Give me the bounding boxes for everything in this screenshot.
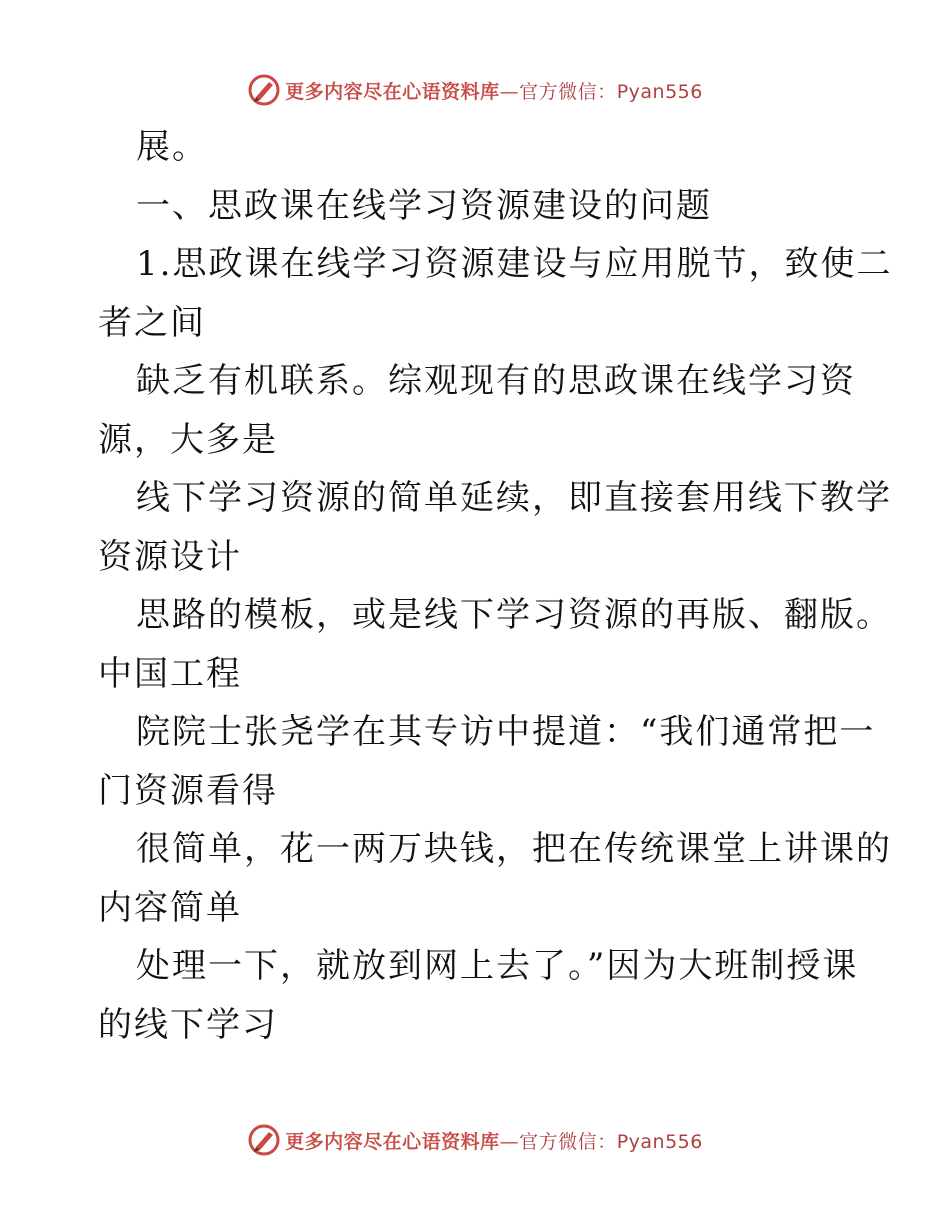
header-site-name: 更多内容尽在心语资料库 bbox=[285, 80, 500, 103]
body-line: 中国工程 bbox=[98, 653, 242, 694]
body-line: 源，大多是 bbox=[98, 419, 278, 460]
pen-logo-icon bbox=[247, 73, 281, 107]
section-heading: 一、思政课在线学习资源建设的问题 bbox=[136, 185, 712, 226]
footer-wechat-label: 官方微信： bbox=[519, 1130, 617, 1153]
body-line: 的线下学习 bbox=[98, 1004, 278, 1045]
body-line: 者之间 bbox=[98, 302, 206, 343]
header-wechat-id: Pyan556 bbox=[616, 80, 703, 103]
body-line: 门资源看得 bbox=[98, 770, 278, 811]
footer-site-name: 更多内容尽在心语资料库 bbox=[285, 1130, 500, 1153]
footer-banner bbox=[0, 1120, 950, 1160]
body-line: 内容简单 bbox=[98, 887, 242, 928]
pen-logo-icon bbox=[247, 1123, 281, 1157]
footer-dash: — bbox=[499, 1130, 520, 1153]
document-body bbox=[98, 118, 893, 1054]
footer-banner-text bbox=[285, 1127, 703, 1154]
body-line: 线下学习资源的简单延续，即直接套用线下教学 bbox=[136, 478, 892, 518]
body-line: 1.思政课在线学习资源建设与应用脱节，致使二 bbox=[136, 244, 893, 284]
body-line: 处理一下，就放到网上去了。”因为大班制授课 bbox=[136, 946, 859, 986]
footer-wechat-id: Pyan556 bbox=[616, 1130, 703, 1153]
header-banner-text bbox=[285, 77, 703, 104]
header-wechat-label: 官方微信： bbox=[519, 80, 617, 103]
body-line: 展。 bbox=[136, 127, 208, 167]
body-line: 院院士张尧学在其专访中提道：“我们通常把一 bbox=[136, 712, 876, 752]
header-banner bbox=[0, 70, 950, 110]
body-line: 思路的模板，或是线下学习资源的再版、翻版。 bbox=[136, 595, 892, 635]
body-line: 缺乏有机联系。综观现有的思政课在线学习资 bbox=[136, 361, 856, 401]
header-dash: — bbox=[499, 80, 520, 103]
body-line: 很简单，花一两万块钱，把在传统课堂上讲课的 bbox=[136, 829, 892, 869]
body-line: 资源设计 bbox=[98, 536, 242, 577]
